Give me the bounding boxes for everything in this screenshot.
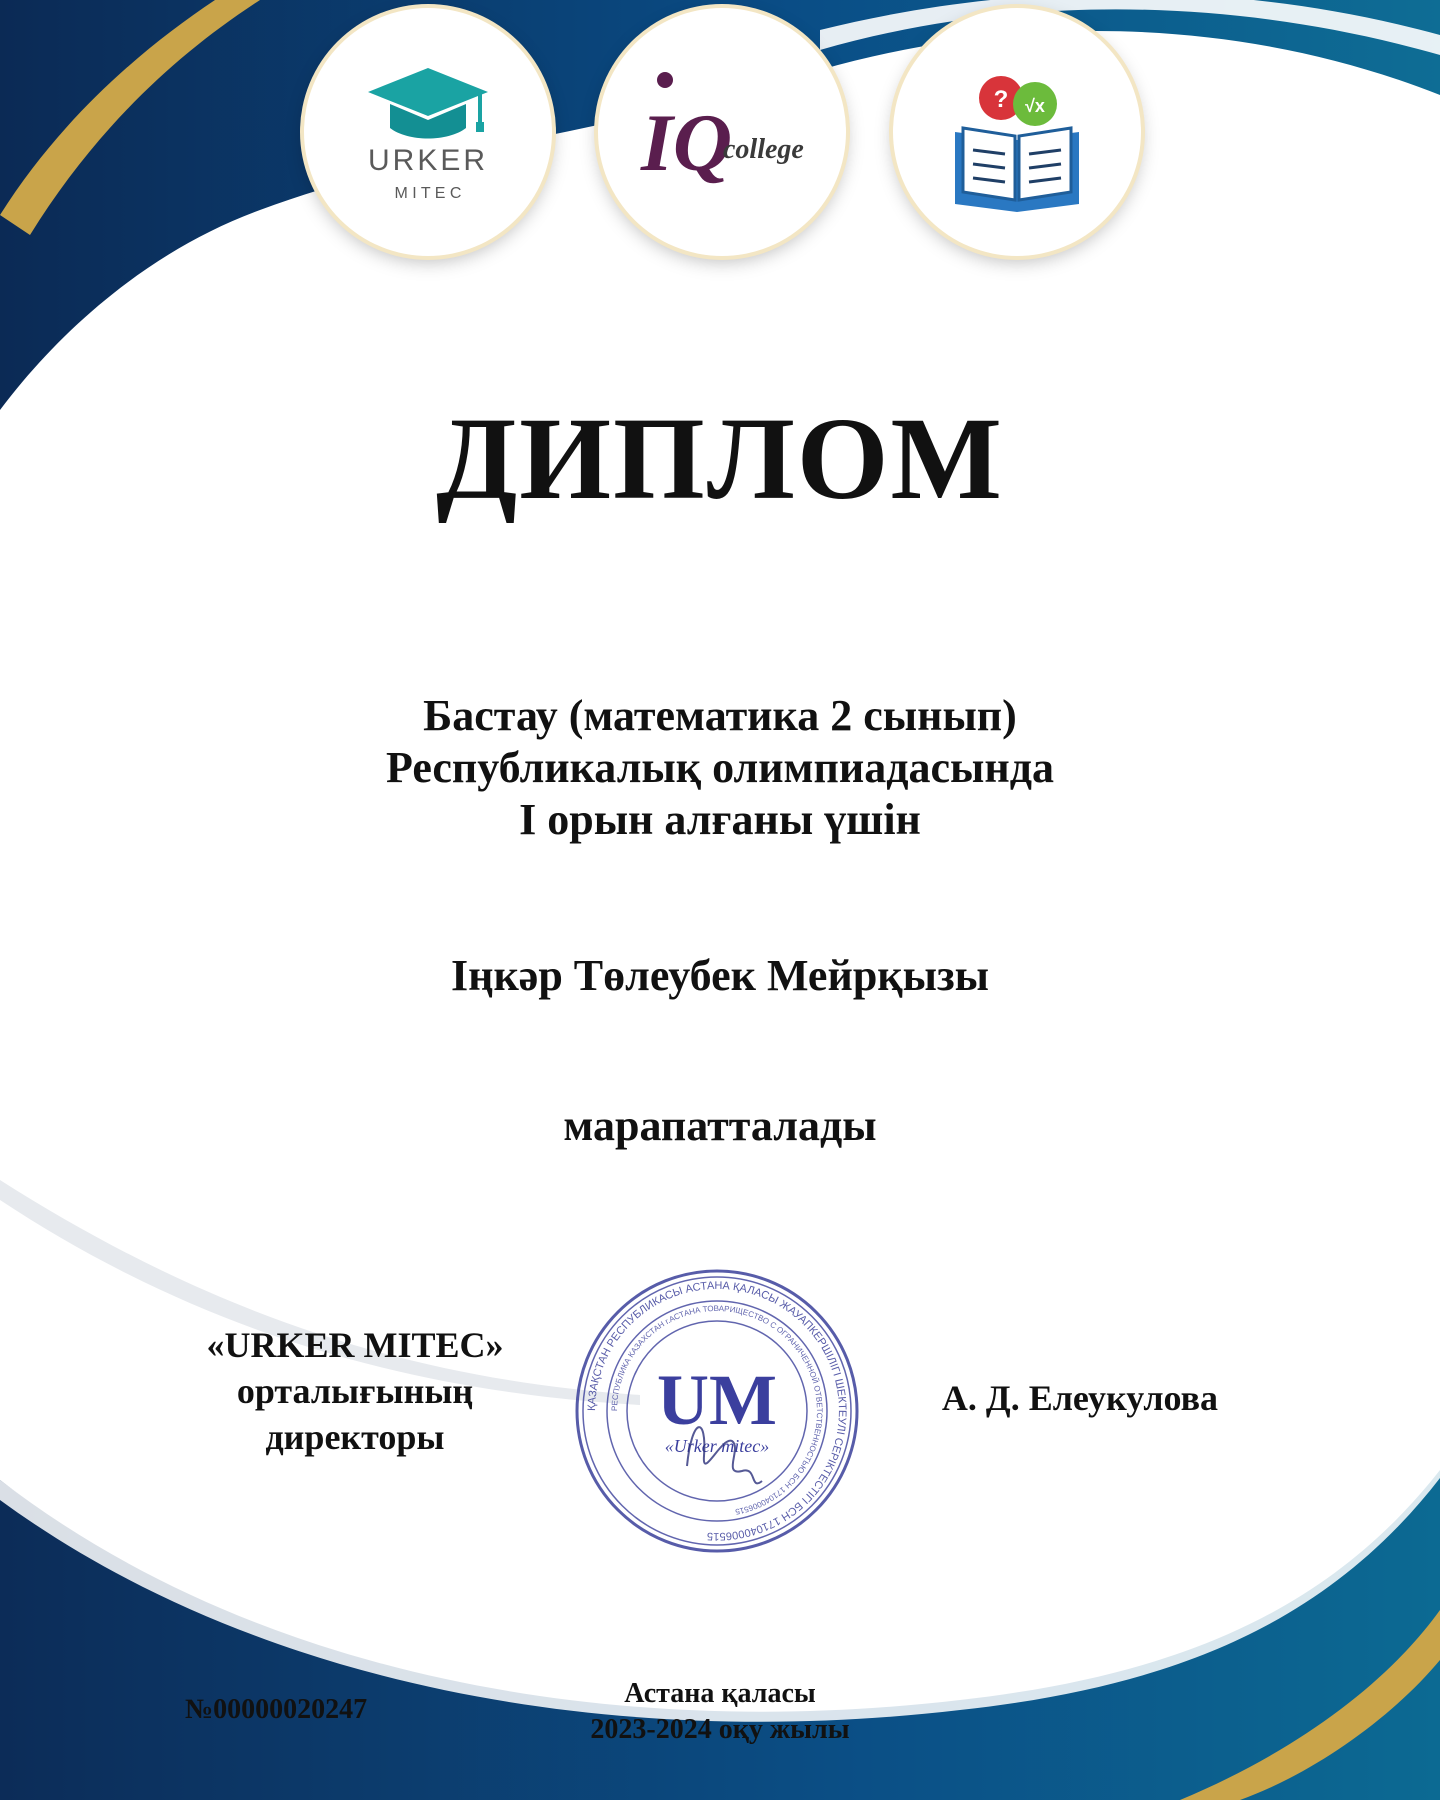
recipient-name: Іңкәр Төлеубек Мейрқызы [450, 951, 990, 1000]
svg-text:√x: √x [1025, 96, 1045, 116]
academic-year: 2023-2024 оқу жылы [590, 1714, 850, 1745]
svg-text:M I T E C: M I T E C [394, 185, 462, 202]
svg-text:UM: UM [657, 1360, 777, 1440]
city-year [520, 1676, 920, 1748]
svg-text:?: ? [993, 86, 1009, 113]
award-reason [0, 690, 1440, 846]
reason-line: Бастау (математика 2 сынып) [423, 691, 1017, 740]
svg-text:college: college [723, 134, 804, 165]
city: Астана қаласы [624, 1678, 816, 1709]
svg-text:IQ: IQ [641, 97, 733, 188]
svg-text:РЕСПУБЛИКА КАЗАХСТАН г.АСТАНА: РЕСПУБЛИКА КАЗАХСТАН г.АСТАНА ТОВАРИЩЕСТВО С ОГРАНИЧЕННОЙ ОТВЕТСТВЕННОСТЬЮ БСН 171040006515 [609, 1303, 825, 1517]
svg-text:ҚАЗАҚСТАН РЕСПУБЛИКАСЫ АСТАНА: ҚАЗАҚСТАН РЕСПУБЛИКАСЫ АСТАНА ҚАЛАСЫ ЖАУАПКЕРШІЛІГІ ШЕКТЕУЛІ СЕРІКТЕСТІГІ БСН 171040006515 [585, 1279, 849, 1543]
certificate-number: №00000020247 [185, 1694, 368, 1725]
director-line: «URKER MITEC» [206, 1325, 504, 1365]
svg-text:URKER: URKER [367, 144, 489, 177]
director-line: орталығының [236, 1371, 474, 1411]
director-title [170, 1322, 540, 1460]
reason-line: I орын алғаны үшін [519, 795, 921, 844]
reason-line: Республикалық олимпиадасында [386, 743, 1054, 792]
signer-name: А. Д. Елеукулова [941, 1378, 1219, 1418]
diploma-title: ДИПЛОМ [436, 393, 1004, 524]
official-stamp [572, 1266, 862, 1556]
director-line: директоры [265, 1417, 445, 1457]
svg-text:«Urker mitec»: «Urker mitec» [664, 1436, 770, 1456]
awarded-text: марапатталады [563, 1101, 877, 1150]
